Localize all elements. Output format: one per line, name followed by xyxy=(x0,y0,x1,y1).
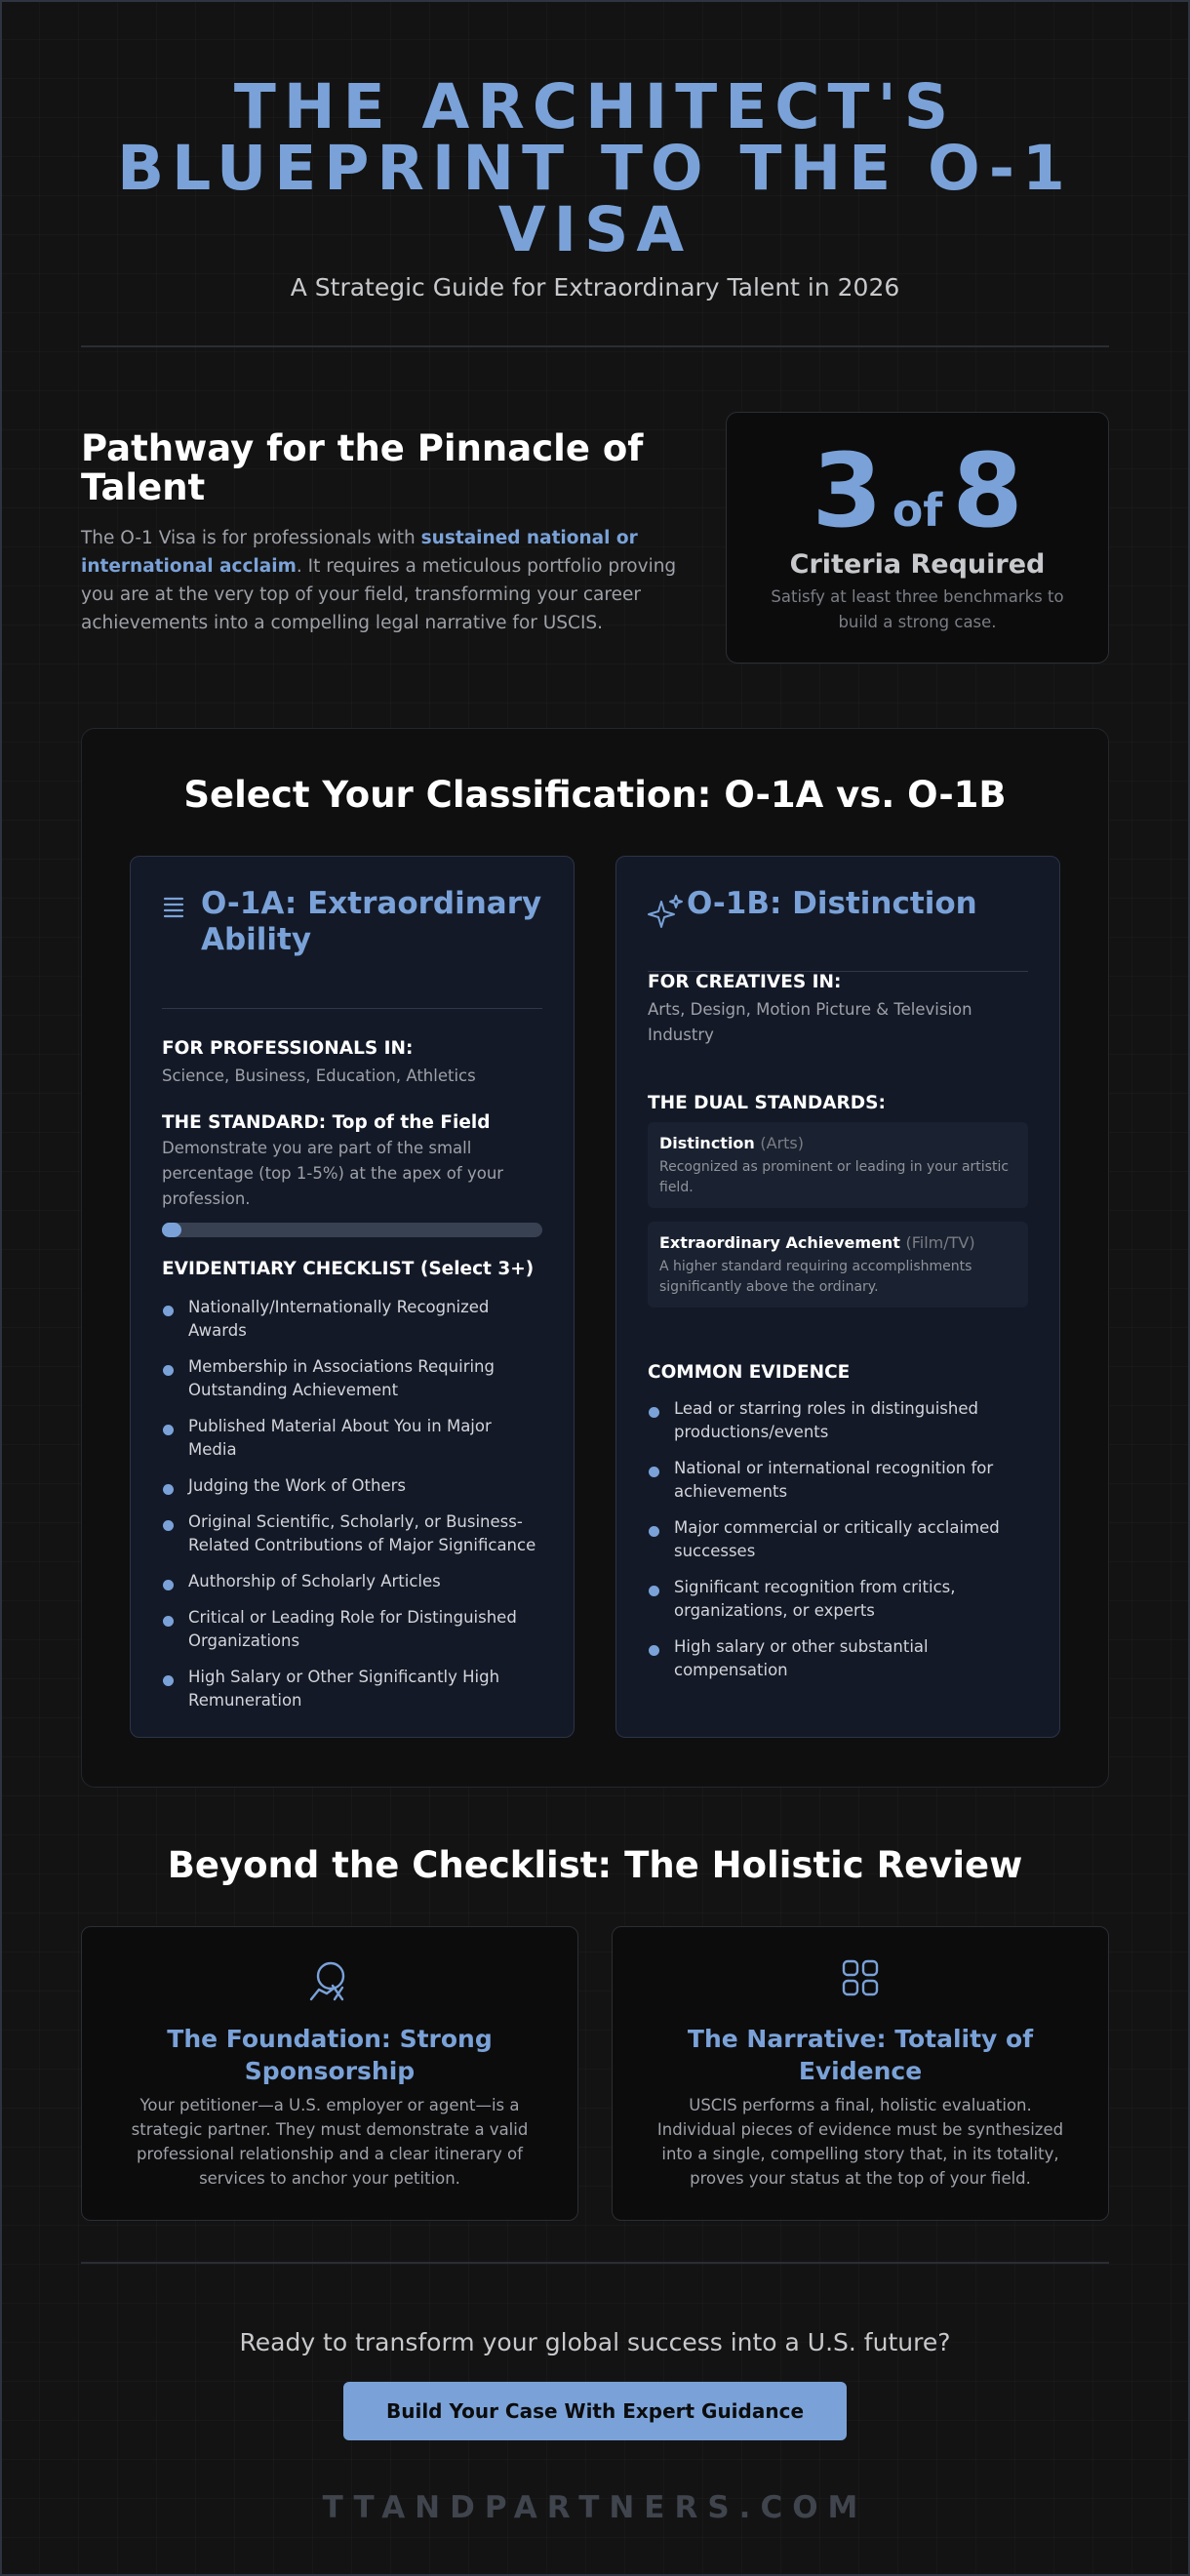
list-item-text: Significant recognition from critics, organizations, or experts xyxy=(674,1578,956,1620)
list-item-text: National or international recognition for achievements xyxy=(674,1459,994,1501)
list-item xyxy=(648,1516,1028,1563)
bullet-icon xyxy=(163,1675,174,1686)
o1a-checklist-label: EVIDENTIARY CHECKLIST (Select 3+) xyxy=(162,1259,535,1279)
o1b-evidence-label: COMMON EVIDENCE xyxy=(648,1362,851,1383)
criteria-required-number: 3 xyxy=(812,431,883,550)
pathway-text-before: The O-1 Visa is for professionals with xyxy=(81,528,421,548)
list-item xyxy=(648,1635,1028,1682)
criteria-total-number: 8 xyxy=(952,431,1023,550)
o1a-card-header xyxy=(162,886,542,1009)
o1a-title: O-1A: Extraordinary Ability xyxy=(201,886,542,957)
holistic-title: Beyond the Checklist: The Holistic Review xyxy=(167,1844,1023,1886)
list-item xyxy=(162,1666,542,1712)
list-item-text: Membership in Associations Requiring Outstanding Achievement xyxy=(188,1357,495,1399)
o1b-dual-label: THE DUAL STANDARDS: xyxy=(648,1093,886,1113)
standard-desc: Recognized as prominent or leading in your artistic field. xyxy=(659,1159,1010,1195)
bullet-icon xyxy=(163,1365,174,1376)
o1a-standard-label: THE STANDARD: Top of the Field xyxy=(162,1112,491,1133)
standard-name: Extraordinary Achievement xyxy=(659,1233,900,1252)
standard-desc: A higher standard requiring accomplishments significantly above the ordinary. xyxy=(659,1259,972,1295)
page-title: THE ARCHITECT'S BLUEPRINT TO THE O-1 VISA xyxy=(117,71,1073,265)
classification-title: Select Your Classification: O-1A vs. O-1B xyxy=(183,774,1007,816)
divider xyxy=(81,345,1109,347)
list-item-text: Published Material About You in Major Media xyxy=(188,1417,492,1459)
bullet-icon xyxy=(163,1580,174,1590)
bullet-icon xyxy=(163,1425,174,1435)
criteria-count xyxy=(727,431,1108,550)
list-item xyxy=(648,1397,1028,1444)
bullet-icon xyxy=(163,1306,174,1316)
divider xyxy=(81,2262,1109,2264)
o1b-card xyxy=(615,856,1060,1738)
bullet-icon xyxy=(163,1520,174,1531)
o1b-title: O-1B: Distinction xyxy=(687,886,977,921)
o1a-percentile-bar xyxy=(162,1223,542,1237)
expert-guidance-button[interactable]: Build Your Case With Expert Guidance xyxy=(343,2382,847,2440)
o1b-evidence-list xyxy=(648,1397,1028,1695)
o1a-percentile-fill xyxy=(162,1223,181,1237)
bullet-icon xyxy=(163,1484,174,1495)
list-icon xyxy=(162,894,201,919)
bullet-icon xyxy=(649,1407,659,1418)
list-item xyxy=(162,1355,542,1402)
o1b-standard-distinction xyxy=(648,1122,1028,1208)
criteria-subtext: Satisfy at least three benchmarks to build a strong case. xyxy=(771,587,1064,631)
list-item xyxy=(648,1576,1028,1623)
list-item xyxy=(162,1570,542,1593)
list-item-text: Lead or starring roles in distinguished productions/events xyxy=(674,1399,978,1441)
list-item-text: Original Scientific, Scholarly, or Business-Related Contributions of Major Significance xyxy=(188,1512,536,1554)
list-item xyxy=(648,1457,1028,1504)
sponsorship-card xyxy=(81,1926,578,2221)
list-item xyxy=(162,1606,542,1653)
narrative-title: The Narrative: Totality of Evidence xyxy=(687,2025,1034,2085)
standard-tag: (Arts) xyxy=(760,1134,805,1152)
footer-brand: TTANDPARTNERS.COM xyxy=(322,2490,868,2525)
narrative-text: USCIS performs a final, holistic evaluation. Individual pieces of evidence must be synthesized into a single, compelling story that, in its totality, proves your status at the top of your field. xyxy=(656,2096,1064,2188)
o1a-checklist xyxy=(162,1296,542,1725)
list-item-text: Major commercial or critically acclaimed successes xyxy=(674,1518,1000,1560)
o1a-for-label: FOR PROFESSIONALS IN: xyxy=(162,1038,414,1059)
list-item-text: Nationally/Internationally Recognized Awards xyxy=(188,1298,490,1340)
list-item-text: High Salary or Other Significantly High Remuneration xyxy=(188,1668,500,1710)
grid-icon xyxy=(841,1983,880,2001)
list-item-text: High salary or other substantial compensation xyxy=(674,1637,929,1679)
standard-name: Distinction xyxy=(659,1134,755,1152)
bullet-icon xyxy=(649,1526,659,1537)
criteria-label: Criteria Required xyxy=(789,549,1046,580)
cta-text: Ready to transform your global success into a U.S. future? xyxy=(239,2328,951,2356)
bullet-icon xyxy=(649,1586,659,1596)
o1b-standard-achievement xyxy=(648,1222,1028,1308)
list-item-text: Authorship of Scholarly Articles xyxy=(188,1572,441,1590)
page-subtitle: A Strategic Guide for Extraordinary Talent in 2026 xyxy=(290,273,900,302)
pathway-title: Pathway for the Pinnacle of Talent xyxy=(81,427,644,508)
list-item-text: Judging the Work of Others xyxy=(188,1476,406,1495)
sparkle-icon xyxy=(648,894,687,931)
bullet-icon xyxy=(649,1645,659,1656)
bullet-icon xyxy=(649,1467,659,1477)
handshake-icon xyxy=(307,1989,352,2007)
narrative-card xyxy=(612,1926,1109,2221)
pathway-text xyxy=(81,524,686,637)
criteria-of: of xyxy=(892,484,943,537)
o1b-card-header xyxy=(648,886,1028,972)
list-item xyxy=(162,1296,542,1343)
criteria-card xyxy=(726,412,1109,664)
sponsorship-text: Your petitioner—a U.S. employer or agent—is a strategic partner. They must demonstrate a valid professional relationship and a clear itinerary of services to anchor your petition. xyxy=(131,2096,529,2188)
o1a-card xyxy=(130,856,575,1738)
o1a-standard-text: Demonstrate you are part of the small percentage (top 1-5%) at the apex of your profession. xyxy=(162,1139,504,1208)
classification-section xyxy=(81,728,1109,1788)
bullet-icon xyxy=(163,1616,174,1627)
o1b-for-label: FOR CREATIVES IN: xyxy=(648,972,842,992)
sponsorship-title: The Foundation: Strong Sponsorship xyxy=(167,2025,493,2085)
o1a-for-text: Science, Business, Education, Athletics xyxy=(162,1067,476,1085)
pathway-highlight: sustained national or international acclaim xyxy=(81,528,638,577)
standard-tag: (Film/TV) xyxy=(905,1233,975,1252)
list-item xyxy=(162,1510,542,1557)
list-item-text: Critical or Leading Role for Distinguished Organizations xyxy=(188,1608,517,1650)
pathway-text-after: . It requires a meticulous portfolio proving you are at the very top of your field, transforming your career achievements into a compelling legal narrative for USCIS. xyxy=(81,556,677,633)
list-item xyxy=(162,1415,542,1462)
o1b-for-text: Arts, Design, Motion Picture & Television Industry xyxy=(648,1000,972,1044)
list-item xyxy=(162,1474,542,1498)
